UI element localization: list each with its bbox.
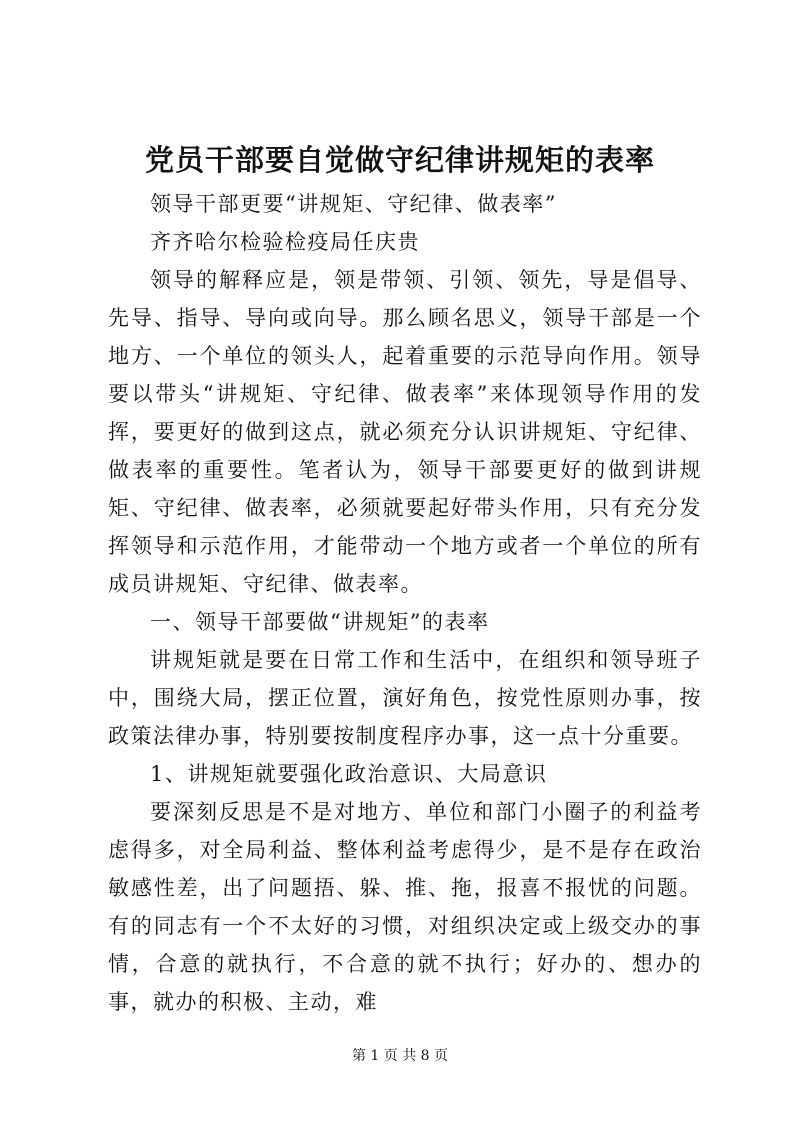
author-paragraph: 齐齐哈尔检验检疫局任庆贵: [150, 230, 420, 254]
body-paragraph: 讲规矩就是要在日常工作和生活中，在组织和领导班子中，围绕大局，摆正位置，演好角色，按党性原则办事，按政策法律办事，特别要按制度程序办事，这一点十分重要。: [108, 648, 702, 748]
body-paragraph: 领导的解释应是，领是带领、引领、领先，导是倡导、先导、指导、导向或向导。那么顾名思义，领导干部是一个地方、一个单位的领头人，起着重要的示范导向作用。领导要以带头“讲规矩、守纪律、做表率”来体现领导作用的发挥，要更好的做到这点，就必须充分认识讲规矩、守纪律、做表率的重要性。笔者认为，领导干部要更好的做到讲规矩、守纪律、做表率，必须就要起好带头作用，只有充分发挥领导和示范作用，才能带动一个地方或者一个单位的所有成员讲规矩、守纪律、做表率。: [108, 268, 702, 596]
section-heading: 一、领导干部要做“讲规矩”的表率: [150, 610, 490, 634]
document-body: [108, 185, 702, 1021]
document-title: 党员干部要自觉做守纪律讲规矩的表率: [144, 143, 655, 177]
body-paragraph: 要深刻反思是不是对地方、单位和部门小圈子的利益考虑得多，对全局利益、整体利益考虑得少，是不是存在政治敏感性差，出了问题捂、躲、推、拖，报喜不报忧的问题。有的同志有一个不太好的习惯，对组织决定或上级交办的事情，合意的就执行，不合意的就不执行；好办的、想办的事，就办的积极、主动，难: [108, 800, 702, 1014]
subsection-heading: 1、讲规矩就要强化政治意识、大局意识: [150, 762, 548, 786]
page-footer: 第 1 页 共 8 页: [351, 1048, 449, 1064]
subtitle-paragraph: 领导干部更要“讲规矩、守纪律、做表率”: [150, 192, 557, 216]
